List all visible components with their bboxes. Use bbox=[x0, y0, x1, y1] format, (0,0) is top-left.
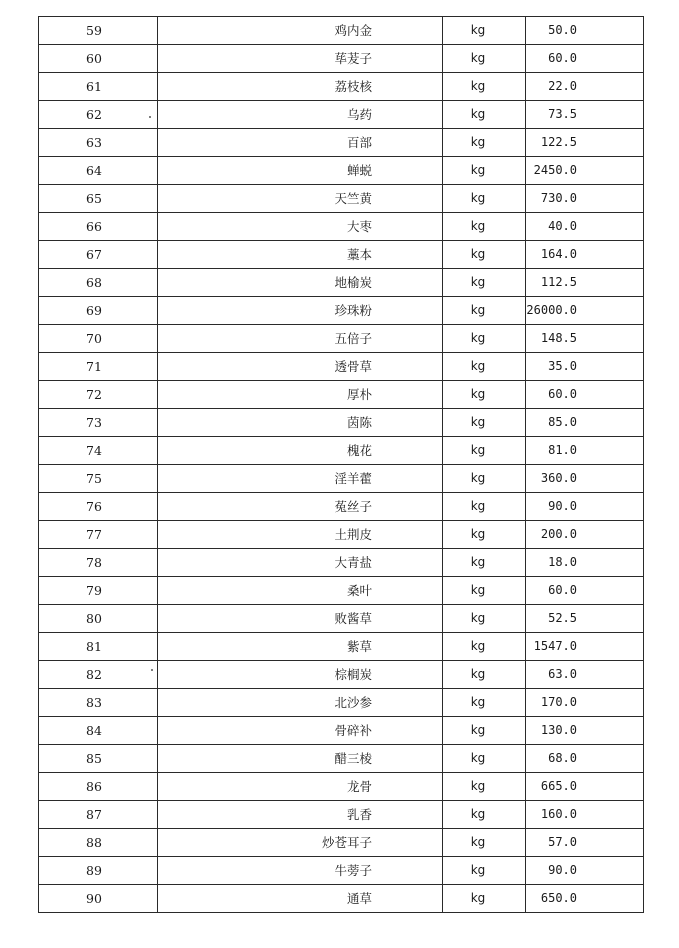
table-row bbox=[39, 157, 644, 185]
herb-name: 百部 bbox=[158, 129, 443, 157]
herb-name: 紫草 bbox=[158, 633, 443, 661]
row-number: 69 bbox=[39, 297, 158, 325]
herb-name: 透骨草 bbox=[158, 353, 443, 381]
table-row bbox=[39, 801, 644, 829]
row-number: 87 bbox=[39, 801, 158, 829]
table-row bbox=[39, 437, 644, 465]
unit: kg bbox=[443, 885, 526, 913]
unit: kg bbox=[443, 101, 526, 129]
unit: kg bbox=[443, 549, 526, 577]
unit: kg bbox=[443, 857, 526, 885]
unit: kg bbox=[443, 213, 526, 241]
quantity: 665.0 bbox=[526, 773, 644, 801]
table-row bbox=[39, 773, 644, 801]
table-row bbox=[39, 213, 644, 241]
table-row bbox=[39, 661, 644, 689]
unit: kg bbox=[443, 129, 526, 157]
quantity: 60.0 bbox=[526, 577, 644, 605]
unit: kg bbox=[443, 269, 526, 297]
herb-name: 乌药 bbox=[158, 101, 443, 129]
herb-name: 桑叶 bbox=[158, 577, 443, 605]
row-number: 65 bbox=[39, 185, 158, 213]
row-number: 68 bbox=[39, 269, 158, 297]
quantity: 57.0 bbox=[526, 829, 644, 857]
table-row bbox=[39, 101, 644, 129]
table-row bbox=[39, 465, 644, 493]
row-number: 81 bbox=[39, 633, 158, 661]
row-number: 84 bbox=[39, 717, 158, 745]
row-number: 90 bbox=[39, 885, 158, 913]
table-row bbox=[39, 605, 644, 633]
unit: kg bbox=[443, 185, 526, 213]
herb-name: 乳香 bbox=[158, 801, 443, 829]
herb-name: 五倍子 bbox=[158, 325, 443, 353]
row-number: 83 bbox=[39, 689, 158, 717]
row-number: 70 bbox=[39, 325, 158, 353]
unit: kg bbox=[443, 577, 526, 605]
quantity: 22.0 bbox=[526, 73, 644, 101]
table-row bbox=[39, 577, 644, 605]
unit: kg bbox=[443, 465, 526, 493]
quantity: 18.0 bbox=[526, 549, 644, 577]
table-row bbox=[39, 73, 644, 101]
herb-name: 菟丝子 bbox=[158, 493, 443, 521]
herb-name: 大青盐 bbox=[158, 549, 443, 577]
quantity: 63.0 bbox=[526, 661, 644, 689]
row-number: 66 bbox=[39, 213, 158, 241]
herb-name: 败酱草 bbox=[158, 605, 443, 633]
row-number: 73 bbox=[39, 409, 158, 437]
unit: kg bbox=[443, 437, 526, 465]
row-number: 86 bbox=[39, 773, 158, 801]
row-number: 59 bbox=[39, 17, 158, 45]
table-row bbox=[39, 745, 644, 773]
table-row bbox=[39, 185, 644, 213]
quantity: 112.5 bbox=[526, 269, 644, 297]
herb-name: 骨碎补 bbox=[158, 717, 443, 745]
herb-name: 土荆皮 bbox=[158, 521, 443, 549]
herb-name: 天竺黄 bbox=[158, 185, 443, 213]
herb-name: 荜茇子 bbox=[158, 45, 443, 73]
herb-name: 珍珠粉 bbox=[158, 297, 443, 325]
unit: kg bbox=[443, 773, 526, 801]
table-row bbox=[39, 521, 644, 549]
row-number: 78 bbox=[39, 549, 158, 577]
quantity: 81.0 bbox=[526, 437, 644, 465]
table-row bbox=[39, 353, 644, 381]
herb-name: 大枣 bbox=[158, 213, 443, 241]
unit: kg bbox=[443, 689, 526, 717]
herb-name: 茵陈 bbox=[158, 409, 443, 437]
quantity: 85.0 bbox=[526, 409, 644, 437]
table-row bbox=[39, 129, 644, 157]
unit: kg bbox=[443, 73, 526, 101]
scan-speck bbox=[151, 669, 153, 671]
quantity: 52.5 bbox=[526, 605, 644, 633]
unit: kg bbox=[443, 493, 526, 521]
unit: kg bbox=[443, 353, 526, 381]
quantity: 650.0 bbox=[526, 885, 644, 913]
unit: kg bbox=[443, 521, 526, 549]
unit: kg bbox=[443, 633, 526, 661]
unit: kg bbox=[443, 605, 526, 633]
table-row bbox=[39, 717, 644, 745]
table-body bbox=[39, 17, 644, 913]
unit: kg bbox=[443, 661, 526, 689]
herb-quantity-table bbox=[38, 16, 644, 913]
unit: kg bbox=[443, 297, 526, 325]
row-number: 74 bbox=[39, 437, 158, 465]
herb-name: 厚朴 bbox=[158, 381, 443, 409]
table-row bbox=[39, 857, 644, 885]
quantity: 1547.0 bbox=[526, 633, 644, 661]
row-number: 85 bbox=[39, 745, 158, 773]
quantity: 200.0 bbox=[526, 521, 644, 549]
table-row bbox=[39, 829, 644, 857]
quantity: 40.0 bbox=[526, 213, 644, 241]
unit: kg bbox=[443, 717, 526, 745]
herb-name: 淫羊藿 bbox=[158, 465, 443, 493]
herb-name: 北沙参 bbox=[158, 689, 443, 717]
herb-name: 龙骨 bbox=[158, 773, 443, 801]
herb-name: 藁本 bbox=[158, 241, 443, 269]
herb-name: 炒苍耳子 bbox=[158, 829, 443, 857]
quantity: 50.0 bbox=[526, 17, 644, 45]
table-row bbox=[39, 241, 644, 269]
row-number: 89 bbox=[39, 857, 158, 885]
inventory-sheet bbox=[38, 16, 644, 913]
herb-name: 棕榈炭 bbox=[158, 661, 443, 689]
quantity: 35.0 bbox=[526, 353, 644, 381]
row-number: 62 bbox=[39, 101, 158, 129]
table-row bbox=[39, 409, 644, 437]
table-row bbox=[39, 885, 644, 913]
quantity: 73.5 bbox=[526, 101, 644, 129]
quantity: 60.0 bbox=[526, 45, 644, 73]
quantity: 122.5 bbox=[526, 129, 644, 157]
quantity: 160.0 bbox=[526, 801, 644, 829]
quantity: 360.0 bbox=[526, 465, 644, 493]
row-number: 61 bbox=[39, 73, 158, 101]
row-number: 77 bbox=[39, 521, 158, 549]
herb-name: 槐花 bbox=[158, 437, 443, 465]
unit: kg bbox=[443, 157, 526, 185]
row-number: 60 bbox=[39, 45, 158, 73]
quantity: 730.0 bbox=[526, 185, 644, 213]
table-row bbox=[39, 45, 644, 73]
table-row bbox=[39, 493, 644, 521]
row-number: 76 bbox=[39, 493, 158, 521]
table-row bbox=[39, 269, 644, 297]
herb-name: 牛蒡子 bbox=[158, 857, 443, 885]
unit: kg bbox=[443, 745, 526, 773]
unit: kg bbox=[443, 409, 526, 437]
unit: kg bbox=[443, 17, 526, 45]
table-row bbox=[39, 17, 644, 45]
scan-speck bbox=[149, 116, 151, 118]
unit: kg bbox=[443, 381, 526, 409]
unit: kg bbox=[443, 325, 526, 353]
row-number: 63 bbox=[39, 129, 158, 157]
quantity: 68.0 bbox=[526, 745, 644, 773]
row-number: 75 bbox=[39, 465, 158, 493]
quantity: 26000.0 bbox=[526, 297, 644, 325]
row-number: 64 bbox=[39, 157, 158, 185]
row-number: 79 bbox=[39, 577, 158, 605]
row-number: 71 bbox=[39, 353, 158, 381]
unit: kg bbox=[443, 45, 526, 73]
quantity: 130.0 bbox=[526, 717, 644, 745]
quantity: 90.0 bbox=[526, 493, 644, 521]
table-row bbox=[39, 297, 644, 325]
herb-name: 蝉蜕 bbox=[158, 157, 443, 185]
unit: kg bbox=[443, 829, 526, 857]
quantity: 60.0 bbox=[526, 381, 644, 409]
row-number: 67 bbox=[39, 241, 158, 269]
quantity: 164.0 bbox=[526, 241, 644, 269]
quantity: 2450.0 bbox=[526, 157, 644, 185]
row-number: 82 bbox=[39, 661, 158, 689]
herb-name: 醋三棱 bbox=[158, 745, 443, 773]
herb-name: 地榆炭 bbox=[158, 269, 443, 297]
row-number: 80 bbox=[39, 605, 158, 633]
table-row bbox=[39, 549, 644, 577]
quantity: 170.0 bbox=[526, 689, 644, 717]
row-number: 88 bbox=[39, 829, 158, 857]
unit: kg bbox=[443, 801, 526, 829]
unit: kg bbox=[443, 241, 526, 269]
quantity: 148.5 bbox=[526, 325, 644, 353]
herb-name: 荔枝核 bbox=[158, 73, 443, 101]
quantity: 90.0 bbox=[526, 857, 644, 885]
row-number: 72 bbox=[39, 381, 158, 409]
herb-name: 通草 bbox=[158, 885, 443, 913]
table-row bbox=[39, 689, 644, 717]
table-row bbox=[39, 381, 644, 409]
table-row bbox=[39, 633, 644, 661]
herb-name: 鸡内金 bbox=[158, 17, 443, 45]
table-row bbox=[39, 325, 644, 353]
